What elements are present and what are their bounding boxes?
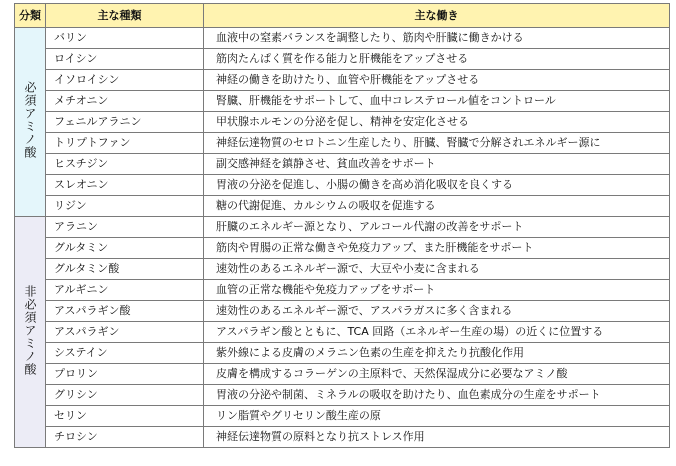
amino-acid-function: 甲状腺ホルモンの分泌を促し、精神を安定化させる [204, 112, 670, 133]
amino-acid-name: グルタミン酸 [46, 259, 204, 280]
table-row [15, 343, 670, 364]
amino-acid-name: ロイシン [46, 49, 204, 70]
amino-acid-name: トリプトファン [46, 133, 204, 154]
amino-acid-name: アスパラギン [46, 322, 204, 343]
header-function: 主な働き [204, 4, 670, 28]
amino-acid-name: イソロイシン [46, 70, 204, 91]
table-row [15, 217, 670, 238]
amino-acid-function: 糖の代謝促進、カルシウムの吸収を促進する [204, 196, 670, 217]
table-row [15, 70, 670, 91]
amino-acid-name: バリン [46, 28, 204, 49]
category-essential [15, 28, 46, 217]
amino-acid-name: システイン [46, 343, 204, 364]
amino-acid-table-container [14, 3, 670, 448]
amino-acid-function: 副交感神経を鎮静させ、貧血改善をサポート [204, 154, 670, 175]
amino-acid-function: リン脂質やグリセリン酸生産の原 [204, 406, 670, 427]
category-nonessential [15, 217, 46, 448]
amino-acid-name: スレオニン [46, 175, 204, 196]
amino-acid-name: プロリン [46, 364, 204, 385]
header-category: 分類 [15, 4, 46, 28]
amino-acid-name: チロシン [46, 427, 204, 448]
amino-acid-function: 血液中の窒素バランスを調整したり、筋肉や肝臓に働きかける [204, 28, 670, 49]
table-row [15, 238, 670, 259]
category-label: 必須アミノ酸 [23, 81, 37, 159]
amino-acid-function: 紫外線による皮膚のメラニン色素の生産を抑えたり抗酸化作用 [204, 343, 670, 364]
amino-acid-name: グルタミン [46, 238, 204, 259]
table-row [15, 364, 670, 385]
table-row [15, 196, 670, 217]
table-row [15, 28, 670, 49]
amino-acid-function: 胃液の分泌や制菌、ミネラルの吸収を助けたり、血色素成分の生産をサポート [204, 385, 670, 406]
amino-acid-function: 筋肉たんぱく質を作る能力と肝機能をアップさせる [204, 49, 670, 70]
table-row [15, 112, 670, 133]
amino-acid-function: アスパラギン酸とともに、TCA 回路（エネルギー生産の場）の近くに位置する [204, 322, 670, 343]
amino-acid-function: 血管の正常な機能や免疫力アップをサポート [204, 280, 670, 301]
amino-acid-name: フェニルアラニン [46, 112, 204, 133]
table-row [15, 406, 670, 427]
amino-acid-function: 肝臓のエネルギー源となり、アルコール代謝の改善をサポート [204, 217, 670, 238]
table-row [15, 322, 670, 343]
amino-acid-function: 神経の働きを助けたり、血管や肝機能をアップさせる [204, 70, 670, 91]
amino-acid-name: アラニン [46, 217, 204, 238]
amino-acid-function: 胃液の分泌を促進し、小腸の働きを高め消化吸収を良くする [204, 175, 670, 196]
table-row [15, 301, 670, 322]
amino-acid-name: アスパラギン酸 [46, 301, 204, 322]
amino-acid-name: メチオニン [46, 91, 204, 112]
table-row [15, 280, 670, 301]
amino-acid-function: 速効性のあるエネルギー源で、アスパラガスに多く含まれる [204, 301, 670, 322]
amino-acid-function: 皮膚を構成するコラーゲンの主原料で、天然保湿成分に必要なアミノ酸 [204, 364, 670, 385]
category-label: 非必須アミノ酸 [23, 284, 37, 376]
header-name: 主な種類 [46, 4, 204, 28]
amino-acid-function: 神経伝達物質の原料となり抗ストレス作用 [204, 427, 670, 448]
amino-acid-name: グリシン [46, 385, 204, 406]
table-row [15, 259, 670, 280]
amino-acid-function: 神経伝達物質のセロトニン生産したり、肝臓、腎臓で分解されエネルギー源に [204, 133, 670, 154]
amino-acid-function: 筋肉や胃腸の正常な働きや免疫力アップ、また肝機能をサポート [204, 238, 670, 259]
amino-acid-function: 速効性のあるエネルギー源で、大豆や小麦に含まれる [204, 259, 670, 280]
table-row [15, 385, 670, 406]
table-row [15, 91, 670, 112]
table-body [15, 28, 670, 448]
amino-acid-table [14, 3, 670, 448]
table-row [15, 49, 670, 70]
table-row [15, 133, 670, 154]
table-row [15, 154, 670, 175]
table-row [15, 175, 670, 196]
table-row [15, 427, 670, 448]
amino-acid-name: リジン [46, 196, 204, 217]
amino-acid-name: セリン [46, 406, 204, 427]
amino-acid-name: アルギニン [46, 280, 204, 301]
table-header-row [15, 4, 670, 28]
amino-acid-name: ヒスチジン [46, 154, 204, 175]
amino-acid-function: 腎臓、肝機能をサポートして、血中コレステロール値をコントロール [204, 91, 670, 112]
